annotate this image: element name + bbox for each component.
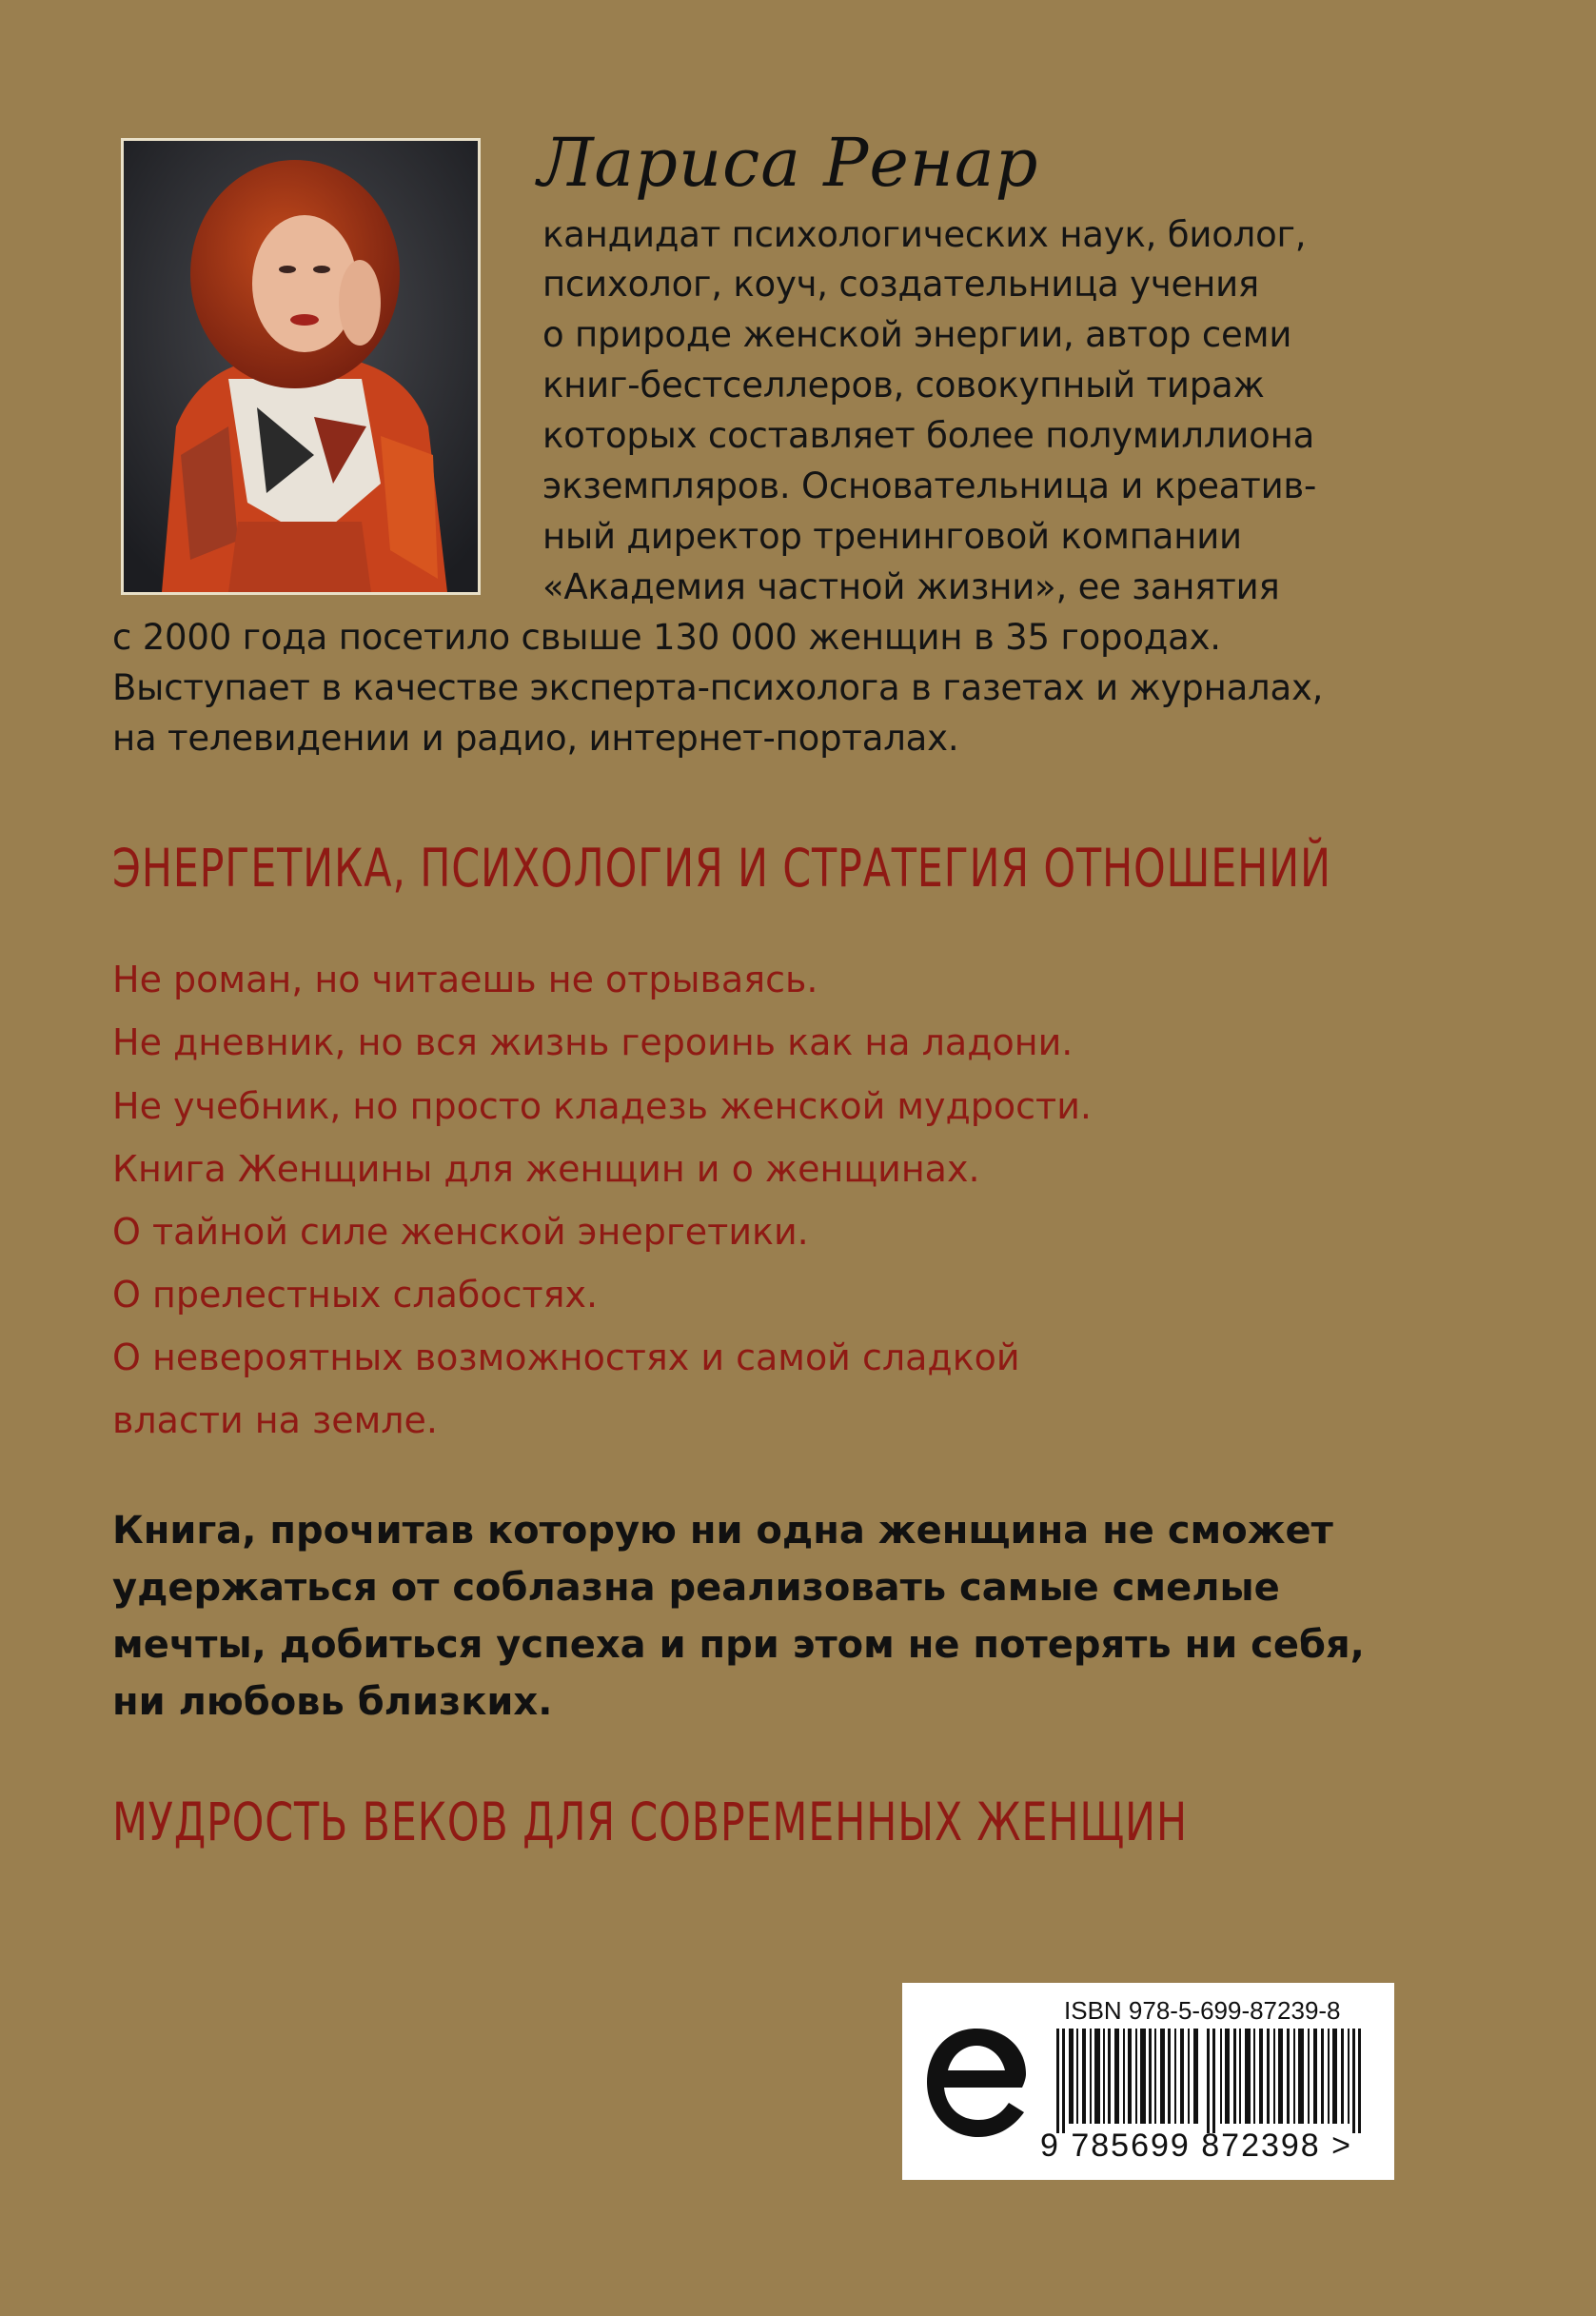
teaser-line: Не роман, но читаешь не отрываясь. bbox=[112, 959, 818, 1000]
teaser-line: О невероятных возможностях и самой сладкой bbox=[112, 1336, 1020, 1378]
teaser-line: Не учебник, но просто кладезь женской мудрости. bbox=[112, 1085, 1092, 1127]
section-heading-energy: ЭНЕРГЕТИКА, ПСИХОЛОГИЯ И СТРАТЕГИЯ ОТНОШЕНИЙ bbox=[112, 838, 1331, 899]
author-photo bbox=[121, 138, 481, 595]
isbn-label: ISBN 978-5-699-87239-8 bbox=[1064, 1996, 1341, 2025]
bio-line: книг-бестселлеров, совокупный тираж bbox=[542, 365, 1265, 406]
publisher-logo-icon bbox=[919, 2021, 1034, 2145]
bio-line: экземпляров. Основательница и креатив- bbox=[542, 465, 1317, 506]
teaser-line: Не дневник, но вся жизнь героинь как на ладони. bbox=[112, 1021, 1074, 1063]
bio-line: с 2000 года посетило свыше 130 000 женщин в 35 городах. bbox=[112, 617, 1221, 658]
teaser-line: Книга Женщины для женщин и о женщинах. bbox=[112, 1148, 980, 1190]
bio-line: психолог, коуч, создательница учения bbox=[542, 264, 1259, 305]
bio-line: кандидат психологических наук, биолог, bbox=[542, 214, 1307, 255]
teaser-line: власти на земле. bbox=[112, 1399, 438, 1441]
teaser-line: О тайной силе женской энергетики. bbox=[112, 1211, 809, 1253]
summary-line: Книга, прочитав которую ни одна женщина не сможет bbox=[112, 1509, 1333, 1553]
bio-line: на телевидении и радио, интернет-порталах. bbox=[112, 718, 959, 759]
isbn-barcode-block bbox=[902, 1983, 1394, 2180]
bio-line: о природе женской энергии, автор семи bbox=[542, 314, 1292, 355]
bio-line: ный директор тренинговой компании bbox=[542, 516, 1242, 557]
teaser-line: О прелестных слабостях. bbox=[112, 1274, 599, 1316]
bio-line: которых составляет более полумиллиона bbox=[542, 415, 1315, 456]
barcode-digits: 9 785699 872398 > bbox=[1040, 2128, 1353, 2164]
section-heading-wisdom: МУДРОСТЬ ВЕКОВ ДЛЯ СОВРЕМЕННЫХ ЖЕНЩИН bbox=[112, 1791, 1188, 1852]
bio-line: Выступает в качестве эксперта-психолога в газетах и журналах, bbox=[112, 667, 1324, 708]
author-name: Лариса Ренар bbox=[538, 124, 1039, 202]
summary-line: ни любовь близких. bbox=[112, 1680, 553, 1724]
summary-line: мечты, добиться успеха и при этом не потерять ни себя, bbox=[112, 1623, 1365, 1667]
bio-line: «Академия частной жизни», ее занятия bbox=[542, 566, 1280, 607]
barcode-icon bbox=[1056, 2029, 1370, 2133]
summary-line: удержаться от соблазна реализовать самые смелые bbox=[112, 1566, 1280, 1610]
